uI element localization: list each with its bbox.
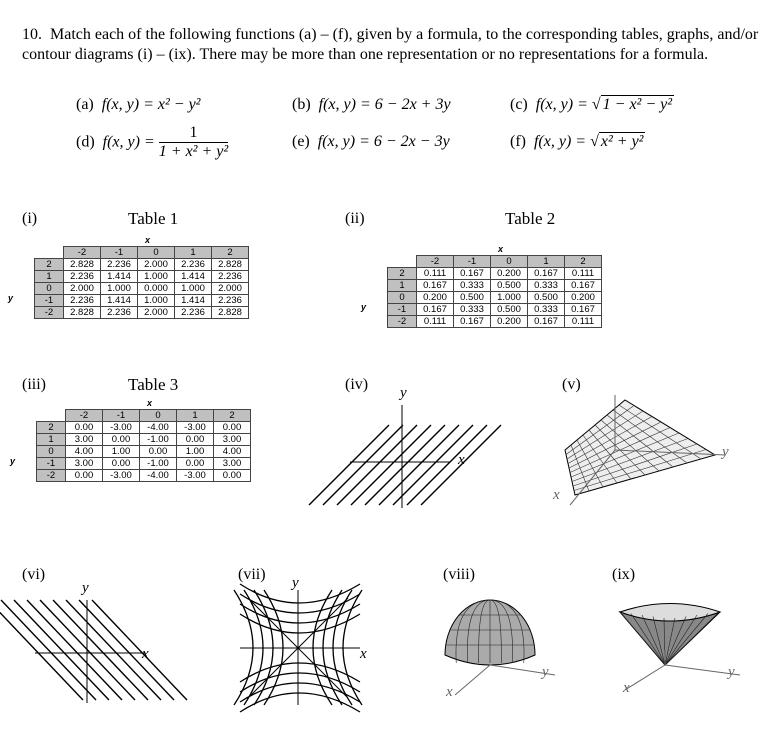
table-cell: 2.828: [64, 307, 101, 319]
row-header: 0: [37, 446, 66, 458]
col-header: 0: [491, 256, 528, 268]
col-header: -2: [417, 256, 454, 268]
table2-title: Table 2: [505, 209, 556, 228]
contour-line: [53, 600, 148, 700]
data-table: [34, 246, 249, 319]
contour-curve: [240, 693, 360, 712]
table-cell: 1.000: [175, 283, 212, 295]
table-row: [388, 292, 602, 304]
table-cell: 0.00: [103, 458, 140, 470]
row-header: 1: [388, 280, 417, 292]
table-cell: 0.200: [491, 268, 528, 280]
table-y-label: y: [361, 302, 367, 312]
table-cell: 3.00: [66, 458, 103, 470]
table-x-label: x: [498, 244, 504, 254]
data-table: [387, 255, 602, 328]
row-header: 2: [388, 268, 417, 280]
row-header: -2: [388, 316, 417, 328]
table-cell: 0.111: [565, 316, 602, 328]
table-cell: 2.828: [64, 259, 101, 271]
table3-title: Table 3: [128, 375, 179, 394]
col-header: 2: [565, 256, 602, 268]
table-cell: 0.500: [454, 292, 491, 304]
table-cell: 2.236: [64, 295, 101, 307]
table-cell: 2.236: [101, 259, 138, 271]
table-cell: -3.00: [103, 470, 140, 482]
table-row: [35, 271, 249, 283]
table-row: [37, 422, 251, 434]
row-header: 0: [388, 292, 417, 304]
table-cell: -4.00: [140, 422, 177, 434]
table-cell: 0.111: [417, 268, 454, 280]
table-cell: 0.500: [491, 304, 528, 316]
contour-curve: [240, 584, 360, 603]
axis-label-x: x: [142, 646, 149, 662]
table-cell: -4.00: [140, 470, 177, 482]
formula-f: (f) f(x, y) = √ x² + y²: [510, 133, 644, 150]
table-cell: 0.500: [491, 280, 528, 292]
table-cell: 2.000: [212, 283, 249, 295]
table-cell: 0.167: [454, 268, 491, 280]
table-x-label: x: [145, 235, 151, 245]
table-cell: 3.00: [66, 434, 103, 446]
table-y-label: y: [8, 293, 14, 303]
col-header: 2: [214, 410, 251, 422]
col-header: -1: [103, 410, 140, 422]
table-cell: 0.167: [565, 304, 602, 316]
table-cell: 0.167: [417, 280, 454, 292]
row-header: -1: [37, 458, 66, 470]
axis-label-y: y: [542, 664, 549, 680]
contour-line: [92, 600, 187, 700]
axis-label-y: y: [728, 664, 735, 680]
table-row: [388, 280, 602, 292]
row-header: 2: [37, 422, 66, 434]
table-row: [388, 304, 602, 316]
table-cell: 1.000: [491, 292, 528, 304]
table-row: [37, 446, 251, 458]
table-cell: 2.828: [212, 259, 249, 271]
table-cell: 0.333: [528, 280, 565, 292]
table-cell: 0.00: [214, 422, 251, 434]
formula-e: (e) f(x, y) = 6 − 2x − 3y: [292, 133, 450, 150]
col-header: 1: [177, 410, 214, 422]
col-header: 0: [140, 410, 177, 422]
table-cell: 1.414: [175, 271, 212, 283]
table-cell: 1.414: [101, 295, 138, 307]
table-cell: 0.200: [417, 292, 454, 304]
table-cell: 0.500: [528, 292, 565, 304]
table-cell: 0.167: [454, 316, 491, 328]
table-cell: 0.000: [138, 283, 175, 295]
label-ii: (ii): [345, 210, 365, 227]
row-header: -2: [35, 307, 64, 319]
table-cell: 0.00: [140, 446, 177, 458]
table-cell: 0.167: [565, 280, 602, 292]
table-cell: 2.000: [64, 283, 101, 295]
col-header: 1: [175, 247, 212, 259]
row-header: 2: [35, 259, 64, 271]
row-header: 1: [35, 271, 64, 283]
formula-a: (a) f(x, y) = x² − y²: [76, 96, 201, 113]
col-header: -1: [101, 247, 138, 259]
table-cell: 2.000: [138, 259, 175, 271]
data-table: [36, 409, 251, 482]
contour-vii: [240, 590, 360, 705]
axis-label-y: y: [82, 580, 89, 596]
table-cell: -1.00: [140, 434, 177, 446]
table-cell: 1.00: [177, 446, 214, 458]
table-cell: -3.00: [177, 470, 214, 482]
col-header: 0: [138, 247, 175, 259]
axis-label-y: y: [292, 575, 299, 591]
table-cell: 0.00: [177, 458, 214, 470]
table-x-label: x: [147, 398, 153, 408]
axis-label-x: x: [446, 684, 453, 700]
contour-line: [27, 600, 122, 700]
table-cell: 2.236: [212, 271, 249, 283]
table-cell: 2.236: [64, 271, 101, 283]
table-cell: 2.236: [175, 259, 212, 271]
table-cell: 1.000: [138, 271, 175, 283]
table-row: [37, 470, 251, 482]
label-v: (v): [562, 376, 581, 393]
table-cell: 0.00: [103, 434, 140, 446]
row-header: 1: [37, 434, 66, 446]
table-cell: 0.00: [66, 470, 103, 482]
table-cell: 0.333: [528, 304, 565, 316]
axis-label-y: y: [400, 385, 407, 401]
table-cell: 3.00: [214, 458, 251, 470]
col-header: 1: [528, 256, 565, 268]
table-cell: -3.00: [103, 422, 140, 434]
surface-v: [555, 395, 735, 505]
table-cell: 1.414: [101, 271, 138, 283]
table-cell: -1.00: [140, 458, 177, 470]
table-cell: 0.111: [565, 268, 602, 280]
table-row: [35, 295, 249, 307]
axis-label-y: y: [722, 444, 729, 460]
table-row: [35, 283, 249, 295]
col-header: -2: [64, 247, 101, 259]
formula-d: (d) f(x, y) = $\frac{1}{\text{1 + x² + y²}}$: [76, 124, 229, 160]
col-header: 2: [212, 247, 249, 259]
row-header: -2: [37, 470, 66, 482]
table-cell: 0.167: [528, 316, 565, 328]
col-header: -1: [454, 256, 491, 268]
table-cell: 2.000: [138, 307, 175, 319]
contour-line: [14, 600, 109, 700]
row-header: 0: [35, 283, 64, 295]
axis-label-x: x: [458, 452, 465, 468]
label-iii: (iii): [22, 376, 46, 393]
table-cell: 1.414: [175, 295, 212, 307]
table-row: [37, 458, 251, 470]
table-cell: 0.200: [565, 292, 602, 304]
table-cell: 0.333: [454, 304, 491, 316]
col-header: -2: [66, 410, 103, 422]
table-cell: 3.00: [214, 434, 251, 446]
contour-iv: [350, 400, 470, 510]
table-cell: 4.00: [66, 446, 103, 458]
table-row: [388, 316, 602, 328]
table-cell: 4.00: [214, 446, 251, 458]
table-cell: 0.00: [177, 434, 214, 446]
row-header: -1: [35, 295, 64, 307]
table-cell: 2.828: [212, 307, 249, 319]
table-cell: 1.000: [138, 295, 175, 307]
table1-title: Table 1: [128, 209, 179, 228]
table-cell: -3.00: [177, 422, 214, 434]
table-y-label: y: [10, 456, 16, 466]
axis-label-x: x: [360, 646, 367, 662]
table-cell: 2.236: [101, 307, 138, 319]
table-cell: 1.000: [101, 283, 138, 295]
question-text: 10. Match each of the following functions (a) – (f), given by a formula, to the corresponding tables, graphs, and/or contour diagrams (i) – (ix). There may be more than one representation or no representations for a formula.: [22, 26, 759, 63]
table-cell: 0.167: [417, 304, 454, 316]
table-row: [37, 434, 251, 446]
label-vii: (vii): [238, 566, 266, 583]
table-row: [35, 259, 249, 271]
table-cell: 0.00: [66, 422, 103, 434]
table-cell: 0.167: [528, 268, 565, 280]
formula-c: (c) f(x, y) = √ 1 − x² − y²: [510, 96, 673, 113]
axis-label-x: x: [623, 680, 630, 696]
label-viii: (viii): [443, 566, 475, 583]
table-cell: 2.236: [212, 295, 249, 307]
table-cell: 0.333: [454, 280, 491, 292]
contour-vi: [35, 595, 155, 705]
table-row: [388, 268, 602, 280]
formula-b: (b) f(x, y) = 6 − 2x + 3y: [292, 96, 451, 113]
label-vi: (vi): [22, 566, 46, 583]
row-header: -1: [388, 304, 417, 316]
contour-line: [79, 600, 174, 700]
label-i: (i): [22, 210, 38, 227]
label-ix: (ix): [612, 566, 636, 583]
table-cell: 2.236: [175, 307, 212, 319]
axis-label-x: x: [553, 487, 560, 503]
surface-ix-cone: [610, 600, 745, 700]
table-cell: 0.200: [491, 316, 528, 328]
table-cell: 0.00: [214, 470, 251, 482]
table-cell: 0.111: [417, 316, 454, 328]
contour-line: [1, 600, 96, 700]
label-iv: (iv): [345, 376, 369, 393]
table-row: [35, 307, 249, 319]
table-cell: 1.00: [103, 446, 140, 458]
